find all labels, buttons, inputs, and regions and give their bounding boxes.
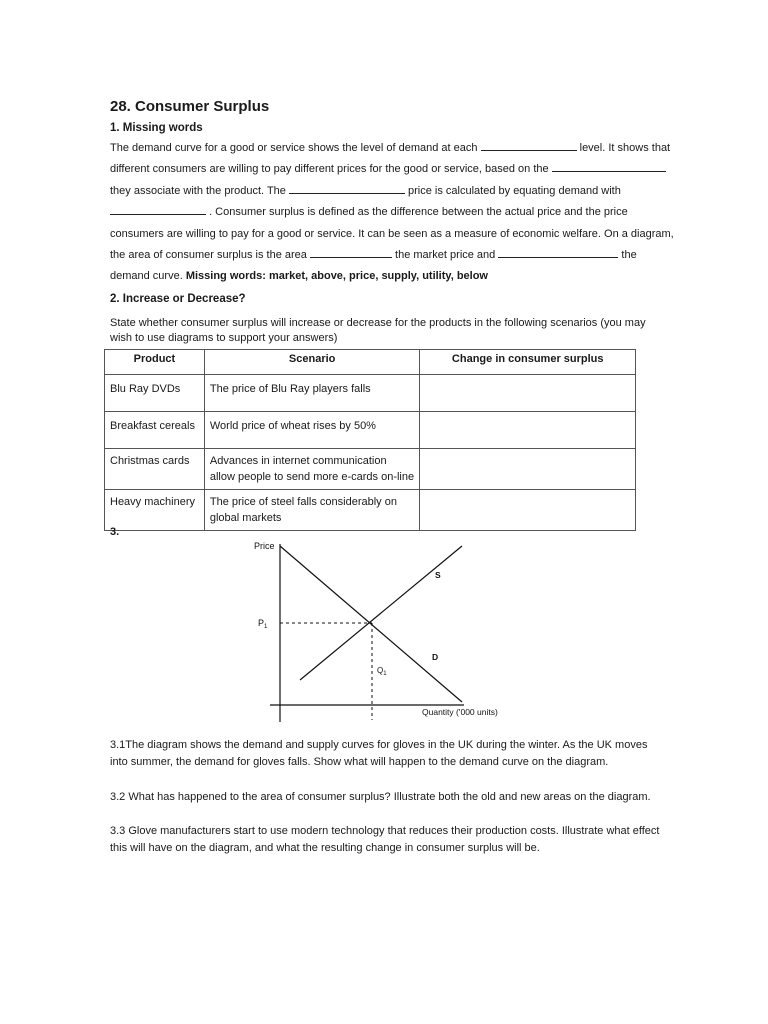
answer-blank[interactable] (481, 139, 577, 151)
answer-cell[interactable] (420, 375, 636, 412)
answer-cell[interactable] (420, 412, 636, 449)
column-header-scenario: Scenario (204, 350, 420, 375)
section3-heading: 3. (110, 526, 120, 538)
section2-instructions: State whether consumer surplus will increase or decrease for the products in the following scenarios (you may wish to use diagrams to support your answers) (110, 317, 646, 344)
section2-heading: 2. Increase or Decrease? (110, 293, 246, 305)
answer-cell[interactable] (420, 490, 636, 531)
paragraph-line (110, 138, 671, 159)
answer-blank[interactable] (289, 182, 405, 194)
missing-words-list: Missing words: market, above, price, supply, utility, below (185, 270, 488, 283)
scenario-cell: The price of steel falls considerably on global markets (204, 490, 420, 531)
scenario-cell: Advances in internet communication allow people to send more e-cards on-line (204, 449, 420, 490)
text-segment: the (621, 249, 637, 262)
paragraph-line (110, 245, 662, 266)
supply-demand-diagram[interactable] (240, 534, 530, 726)
answer-blank[interactable] (498, 246, 618, 258)
answer-blank[interactable] (552, 160, 666, 172)
question-3-1: 3.1The diagram shows the demand and supply curves for gloves in the UK during the winter. As the UK moves into summer, the demand for gloves falls. Show what will happen to the demand curve on the diagram. (110, 739, 648, 768)
text-segment: price is calculated by equating demand with (408, 184, 621, 197)
scenario-cell: World price of wheat rises by 50% (204, 412, 420, 449)
answer-blank[interactable] (110, 203, 206, 215)
price-marker (258, 618, 268, 630)
table-header-row (105, 350, 636, 375)
page-title: 28. Consumer Surplus (110, 98, 270, 115)
table-row (105, 412, 636, 449)
supply-label: S (435, 570, 441, 580)
question-3-2: 3.2 What has happened to the area of consumer surplus? Illustrate both the old and new areas on the diagram. (110, 791, 651, 803)
answer-blank[interactable] (310, 246, 392, 258)
text-segment: . Consumer surplus is defined as the difference between the actual price and the price (209, 206, 628, 219)
product-cell: Heavy machinery (105, 490, 205, 531)
paragraph-line (110, 266, 662, 287)
paragraph-line (110, 181, 662, 202)
paragraph-line (110, 224, 674, 245)
table-row (105, 490, 636, 531)
product-cell: Breakfast cereals (105, 412, 205, 449)
text-segment: different consumers are willing to pay different prices for the good or service, based on the (110, 163, 549, 176)
text-segment: they associate with the product. The (110, 184, 286, 197)
paragraph-line (110, 159, 662, 180)
question-3-3: 3.3 Glove manufacturers start to use modern technology that reduces their production costs. Illustrate what effect this will have on the diagram, and what the resulting change in consumer surplus will be. (110, 825, 660, 854)
scenario-table (104, 349, 636, 531)
price-marker-letter: P (258, 618, 265, 628)
text-segment: The demand curve for a good or service shows the level of demand at each (110, 142, 478, 154)
scenario-cell: The price of Blu Ray players falls (204, 375, 420, 412)
demand-label: D (432, 652, 439, 662)
text-segment: demand curve. (110, 270, 183, 283)
y-axis-label: Price (254, 541, 275, 551)
quantity-marker-letter: Q (377, 666, 384, 675)
missing-words-paragraph (110, 138, 674, 288)
text-segment: consumers are willing to pay for a good or service. It can be seen as a measure of economic welfare. On a diagram, (110, 227, 674, 240)
paragraph-line (110, 202, 662, 223)
table-row (105, 375, 636, 412)
text-segment: the market price and (395, 249, 496, 262)
table-row (105, 449, 636, 490)
column-header-product: Product (105, 350, 205, 375)
answer-cell[interactable] (420, 449, 636, 490)
product-cell: Blu Ray DVDs (105, 375, 205, 412)
quantity-marker-subscript: 1 (383, 671, 387, 677)
product-cell: Christmas cards (105, 449, 205, 490)
section1-heading: 1. Missing words (110, 122, 203, 134)
quantity-marker (377, 666, 387, 677)
x-axis-label: Quantity ('000 units) (422, 707, 498, 717)
column-header-change: Change in consumer surplus (420, 350, 636, 375)
text-segment: level. It shows that (579, 142, 671, 154)
text-segment: the area of consumer surplus is the area (110, 249, 307, 262)
price-marker-subscript: 1 (264, 624, 268, 630)
